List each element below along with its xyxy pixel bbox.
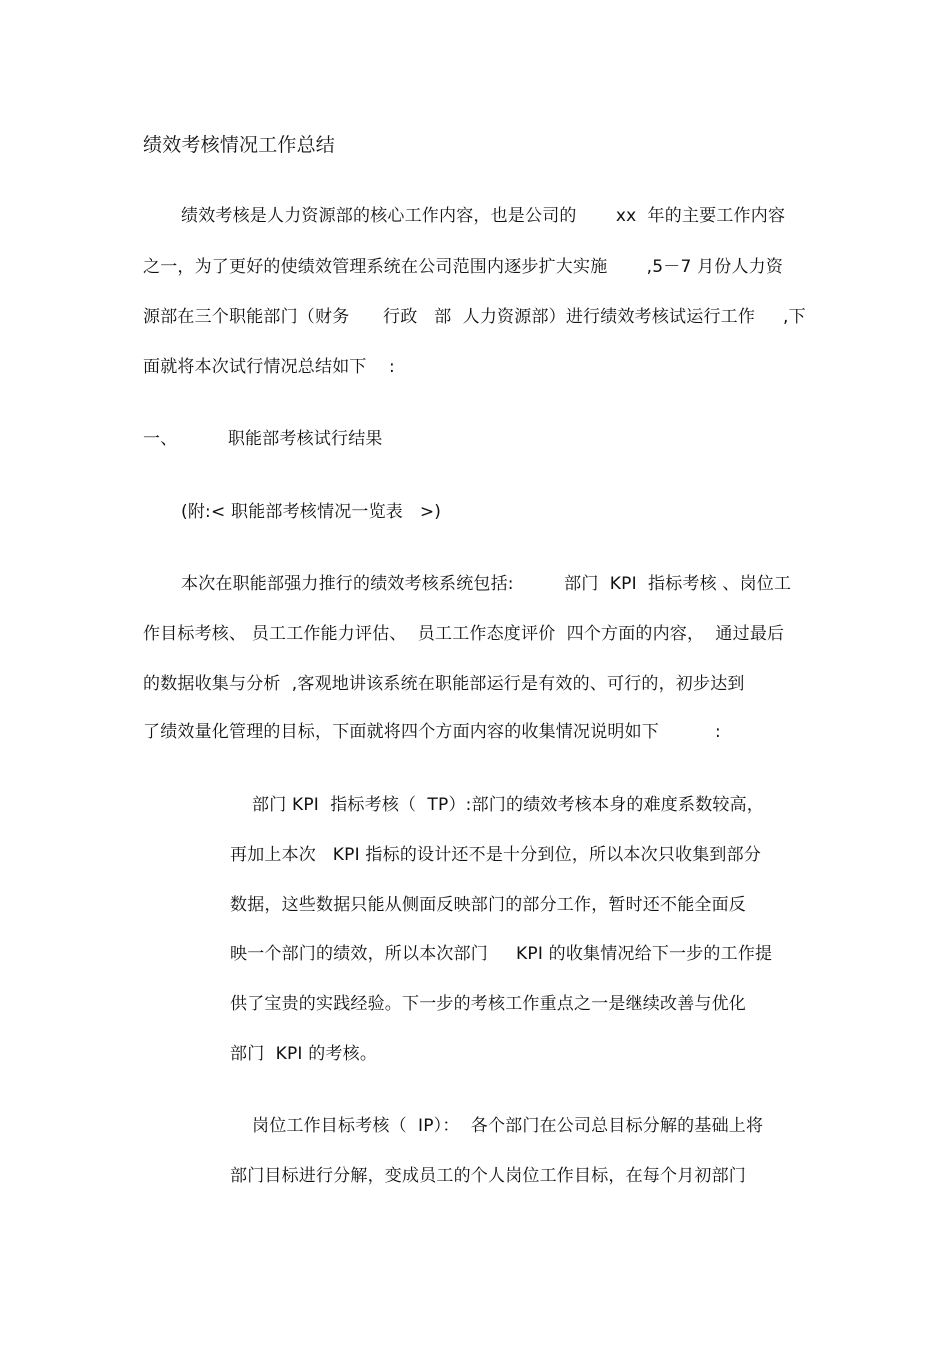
intro-line-4: 面就将本次试行情况总结如下 : [143,357,395,377]
intro-line-1: 绩效考核是人力资源部的核心工作内容，也是公司的 xx 年的主要工作内容 [181,206,786,226]
summary-line-3: 的数据收集与分析 ,客观地讲该系统在职能部运行是有效的、可行的，初步达到 [143,674,745,694]
intro-line-2: 之一，为了更好的使绩效管理系统在公司范围内逐步扩大实施 ,5－7 月份人力资 [143,257,784,277]
kpi-line-5: 供了宝贵的实践经验。下一步的考核工作重点之一是继续改善与优化 [230,994,746,1014]
kpi-line-2: 再加上本次 KPI 指标的设计还不是十分到位，所以本次只收集到部分 [230,845,762,865]
section-heading: 一、 职能部考核试行结果 [143,429,383,449]
summary-line-2: 作目标考核、 员工工作能力评估、 员工工作态度评价 四个方面的内容， 通过最后 [143,624,785,644]
ip-line-2: 部门目标进行分解，变成员工的个人岗位工作目标，在每个月初部门 [230,1166,746,1186]
intro-line-3: 源部在三个职能部门（财务 行政 部 人力资源部）进行绩效考核试运行工作 ,下 [143,307,806,327]
kpi-line-4: 映一个部门的绩效，所以本次部门 KPI 的收集情况给下一步的工作提 [230,944,773,964]
kpi-line-6: 部门 KPI 的考核。 [230,1044,378,1064]
summary-line-1: 本次在职能部强力推行的绩效考核系统包括: 部门 KPI 指标考核 、岗位工 [181,574,792,594]
ip-line-1: 岗位工作目标考核（ IP）： 各个部门在公司总目标分解的基础上将 [252,1116,764,1136]
summary-line-4: 了绩效量化管理的目标，下面就将四个方面内容的收集情况说明如下 : [143,722,721,742]
document-title: 绩效考核情况工作总结 [143,134,336,156]
attachment-note: (附:< 职能部考核情况一览表 >) [181,502,442,522]
kpi-line-1: 部门 KPI 指标考核（ TP）:部门的绩效考核本身的难度系数较高， [252,795,764,815]
kpi-line-3: 数据，这些数据只能从侧面反映部门的部分工作，暂时还不能全面反 [230,895,746,915]
